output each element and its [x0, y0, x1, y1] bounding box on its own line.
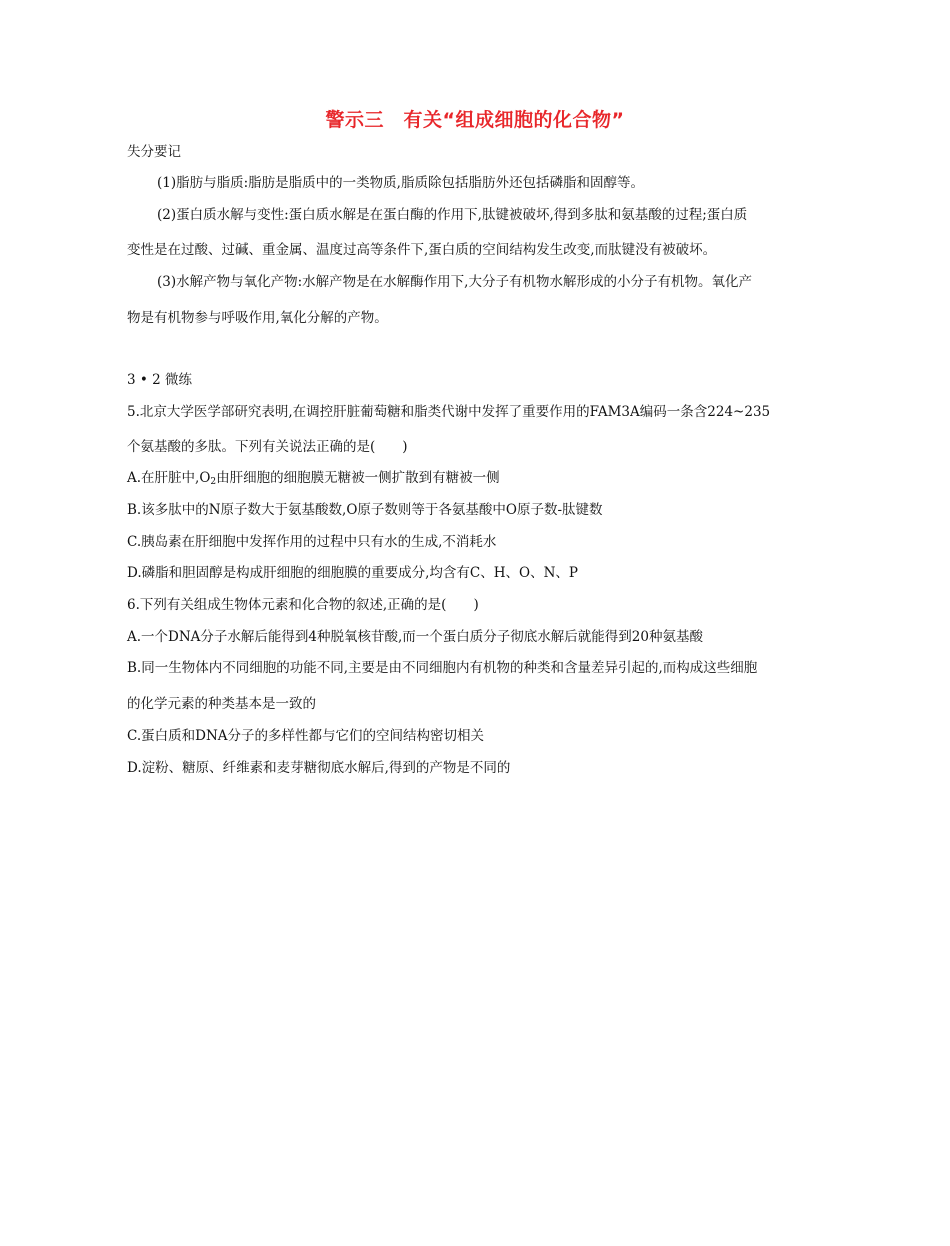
question-5-stem-line-1: 5.北京大学医学部研究表明,在调控肝脏葡萄糖和脂类代谢中发挥了重要作用的FAM3A编码一条含224~235 — [127, 404, 771, 420]
point-1: (1)脂肪与脂质:脂肪是脂质中的一类物质,脂质除包括脂肪外还包括磷脂和固醇等。 — [157, 175, 644, 191]
question-6-option-c: C.蛋白质和DNA分子的多样性都与它们的空间结构密切相关 — [127, 728, 485, 744]
oxygen-subscript: 2 — [210, 477, 217, 487]
question-6-option-b-line-2: 的化学元素的种类基本是一致的 — [127, 696, 316, 712]
question-5-option-d: D.磷脂和胆固醇是构成肝细胞的细胞膜的重要成分,均含有C、H、O、N、P — [127, 565, 578, 581]
page-title: 警示三 有关“组成细胞的化合物” — [325, 109, 625, 131]
question-5-stem-line-2: 个氨基酸的多肽。下列有关说法正确的是( ) — [127, 439, 408, 455]
question-6-stem: 6.下列有关组成生物体元素和化合物的叙述,正确的是( ) — [127, 597, 479, 613]
question-6-option-b-line-1: B.同一生物体内不同细胞的功能不同,主要是由不同细胞内有机物的种类和含量差异引起的,而构成这些细胞 — [127, 660, 758, 676]
question-5-option-b: B.该多肽中的N原子数大于氨基酸数,O原子数则等于各氨基酸中O原子数-肽键数 — [127, 502, 603, 518]
option-a-text-start: A.在肝脏中,O — [127, 470, 211, 486]
question-6-option-a: A.一个DNA分子水解后能得到4种脱氧核苷酸,而一个蛋白质分子彻底水解后就能得到20种氨基酸 — [127, 629, 703, 645]
point-2-line-2: 变性是在过酸、过碱、重金属、温度过高等条件下,蛋白质的空间结构发生改变,而肽键没有被破坏。 — [127, 242, 717, 258]
section-heading-mistakes: 失分要记 — [127, 144, 181, 160]
point-3-line-2: 物是有机物参与呼吸作用,氧化分解的产物。 — [127, 310, 388, 326]
question-5-option-c: C.胰岛素在肝细胞中发挥作用的过程中只有水的生成,不消耗水 — [127, 534, 497, 550]
question-6-option-d: D.淀粉、糖原、纤维素和麦芽糖彻底水解后,得到的产物是不同的 — [127, 760, 511, 776]
section-heading-practice: 3 • 2 微练 — [127, 372, 193, 388]
question-5-option-a — [127, 469, 500, 491]
point-2-line-1: (2)蛋白质水解与变性:蛋白质水解是在蛋白酶的作用下,肽键被破坏,得到多肽和氨基酸的过程;蛋白质 — [157, 207, 748, 223]
point-3-line-1: (3)水解产物与氧化产物:水解产物是在水解酶作用下,大分子有机物水解形成的小分子有机物。氧化产 — [157, 274, 752, 290]
option-a-text-end: 由肝细胞的细胞膜无糖被一侧扩散到有糖被一侧 — [216, 470, 500, 486]
